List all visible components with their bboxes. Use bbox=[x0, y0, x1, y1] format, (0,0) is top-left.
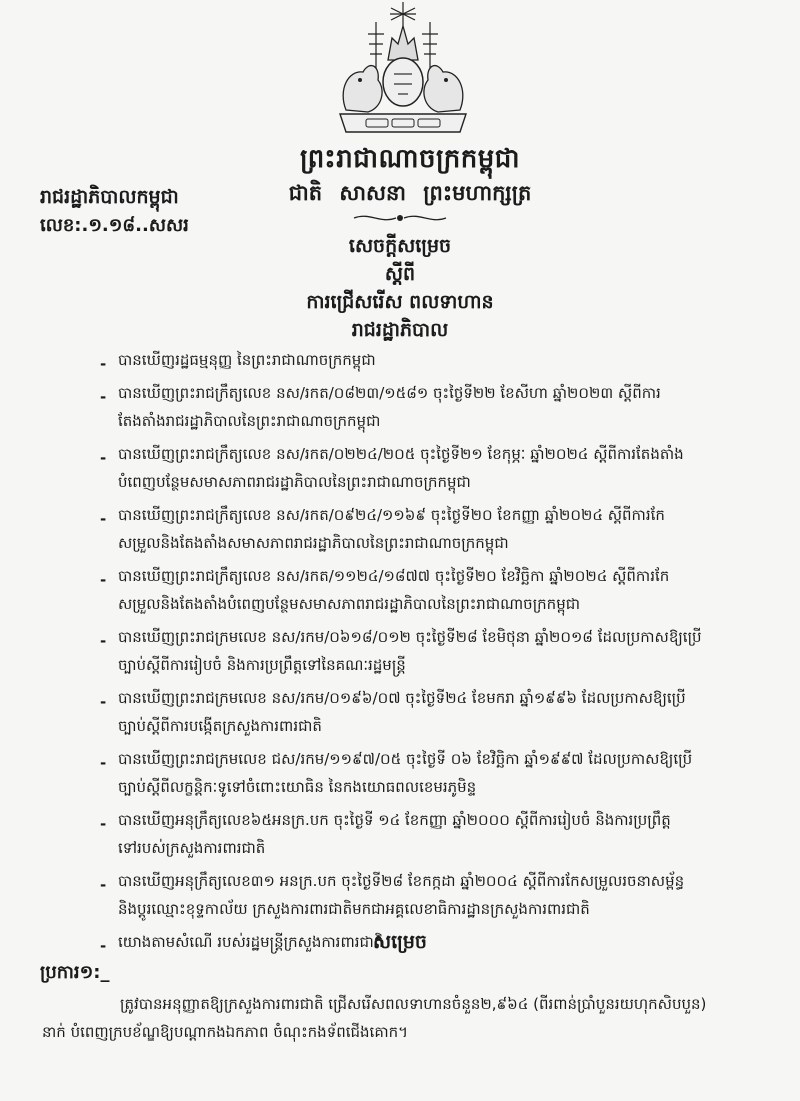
article-body-line-2: នាក់ បំពេញក្របខ័ណ្ឌឱ្យបណ្ដាកងឯកភាព ចំណុះកងទ័ពជើងគោក។ bbox=[42, 1023, 409, 1041]
article-label: ប្រការ១:_ bbox=[40, 962, 110, 983]
article-body-line-1: ត្រូវបានអនុញ្ញាតឱ្យក្រសួងការពារជាតិ ជ្រើសរើសពលទាហានចំនួន២,៩៦៤ (ពីរពាន់ប្រាំបួនរយហុកសិបបួន) bbox=[120, 995, 707, 1013]
kingdom-heading: ព្រះរាជាណាចក្រកម្ពុជា bbox=[300, 144, 520, 174]
national-motto: ជាតិ សាសនា ព្រះមហាក្សត្រ bbox=[288, 181, 532, 205]
document-title: សេចក្ដីសម្រេច bbox=[348, 235, 452, 257]
recitals-list bbox=[100, 346, 770, 961]
recital-item: - បានឃើញព្រះរាជក្រមលេខ នស/រកម/០១៩៦/០៧ ចុះថ្ងៃទី២៤ ខែមករា ឆ្នាំ១៩៩៦ ដែលប្រកាសឱ្យប្រើ ច្បាប់ស្ដីពីការបង្កើតក្រសួងការពារជាតិ bbox=[100, 684, 770, 740]
recital-item: - បានឃើញព្រះរាជក្រឹត្យលេខ នស/រកត/១១២៤/១៨៧៧ ចុះថ្ងៃទី២០ ខែវិច្ឆិកា ឆ្នាំ២០២៤ ស្ដីពីការកែ សម្រួលនិងតែងតាំងបំពេញបន្ថែមសមាសភាពរាជរដ្ឋាភិបាលនៃព្រះរាជាណាចក្រកម្ពុជា bbox=[100, 562, 770, 618]
recital-item: - យោងតាមសំណើ របស់រដ្ឋមន្ត្រីក្រសួងការពារជាតិ bbox=[100, 928, 770, 956]
title-government: រាជរដ្ឋាភិបាល bbox=[351, 319, 449, 341]
recital-item: - បានឃើញព្រះរាជក្រមលេខ នស/រកម/០៦១៨/០១២ ចុះថ្ងៃទី២៨ ខែមិថុនា ឆ្នាំ២០១៨ ដែលប្រកាសឱ្យប្រើ ច្បាប់ស្ដីពីការរៀបចំ និងការប្រព្រឹត្តទៅនៃគណៈរដ្ឋមន្ត្រី bbox=[100, 623, 770, 679]
issuing-authority: រាជរដ្ឋាភិបាលកម្ពុជា bbox=[40, 186, 179, 208]
royal-coat-of-arms-emblem bbox=[328, 0, 478, 140]
recital-item: - បានឃើញរដ្ឋធម្មនុញ្ញ នៃព្រះរាជាណាចក្រកម្ពុជា bbox=[100, 346, 770, 374]
recital-item: - បានឃើញព្រះរាជក្រឹត្យលេខ នស/រកត/០២២៤/២០៥ ចុះថ្ងៃទី២១ ខែកុម្ភៈ ឆ្នាំ២០២៤ ស្ដីពីការតែងតាំង បំពេញបន្ថែមសមាសភាពរាជរដ្ឋាភិបាលនៃព្រះរាជាណាចក្រកម្ពុជា bbox=[100, 440, 770, 496]
recital-item: - បានឃើញព្រះរាជក្រឹត្យលេខ នស/រកត/០៩២៤/១១៦៩ ចុះថ្ងៃទី២០ ខែកញ្ញា ឆ្នាំ២០២៤ ស្ដីពីការកែ សម្រួលនិងតែងតាំងសមាសភាពរាជរដ្ឋាភិបាលនៃព្រះរាជាណាចក្រកម្ពុជា bbox=[100, 501, 770, 557]
recital-item: - បានឃើញអនុក្រឹត្យលេខ៦៥អនក្រ.បក ចុះថ្ងៃទី ១៤ ខែកញ្ញា ឆ្នាំ២០០០ ស្ដីពីការរៀបចំ និងការប្រព្រឹត្ត ទៅរបស់ក្រសួងការពារជាតិ bbox=[100, 806, 770, 862]
recital-item: - បានឃើញព្រះរាជក្រឹត្យលេខ នស/រកត/០៨២៣/១៥៨១ ចុះថ្ងៃទី២២ ខែសីហា ឆ្នាំ២០២៣ ស្ដីពីការ តែងតាំងរាជរដ្ឋាភិបាលនៃព្រះរាជាណាចក្រកម្ពុជា bbox=[100, 379, 770, 435]
title-subject: ការជ្រើសរើស ពលទាហាន bbox=[306, 291, 494, 313]
decision-heading: សម្រេច bbox=[373, 931, 427, 953]
recital-item: - បានឃើញអនុក្រឹត្យលេខ៣១ អនក្រ.បក ចុះថ្ងៃទី២៨ ខែកក្កដា ឆ្នាំ២០០៤ ស្ដីពីការកែសម្រួលរចនាសម្ព័ន្ធ និងប្ដូរឈ្មោះខុទ្ទកាល័យ ក្រសួងការពារជាតិមកជាអគ្គលេខាធិការដ្ឋានក្រសួងការពារជាតិ bbox=[100, 867, 770, 923]
ornamental-divider bbox=[350, 212, 450, 224]
title-about: ស្ដីពី bbox=[384, 263, 416, 285]
reference-number: លេខ:.១.១៨..សសរ bbox=[40, 215, 189, 236]
recital-item: - បានឃើញព្រះរាជក្រមលេខ ជស/រកម/១១៩៧/០៥ ចុះថ្ងៃទី ០៦ ខែវិច្ឆិកា ឆ្នាំ១៩៩៧ ដែលប្រកាសឱ្យប្រើ ច្បាប់ស្ដីពីលក្ខន្តិកៈទូទៅចំពោះយោធិន នៃកងយោធពលខេមរភូមិន្ទ bbox=[100, 745, 770, 801]
